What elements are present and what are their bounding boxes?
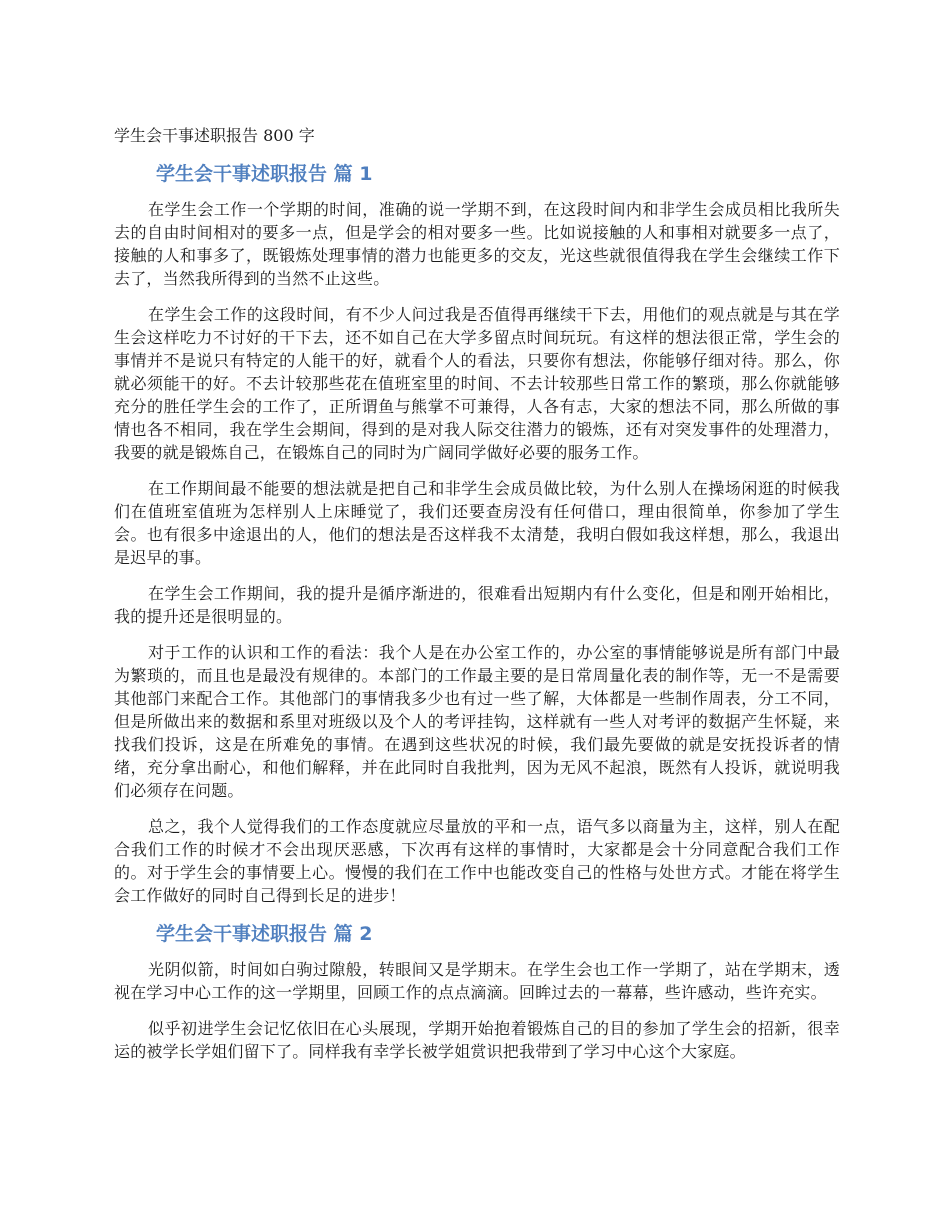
paragraph: 光阴似箭，时间如白驹过隙般，转眼间又是学期末。在学生会也工作一学期了，站在学期末，透视在学习中心工作的这一学期里，回顾工作的点点滴滴。回眸过去的一幕幕，些许感动，些许充实。 [114,960,840,1002]
section-heading: 学生会干事述职报告 篇 1 [156,163,373,185]
paragraph: 在学生会工作的这段时间，有不少人问过我是否值得再继续干下去，用他们的观点就是与其在学生会这样吃力不讨好的干下去，还不如自己在大学多留点时间玩玩。有这样的想法很正常，学生会的事情并不是说只有特定的人能干的好，就看个人的看法，只要你有想法，你能够仔细对待。那么，你就必须能干的好。不去计较那些花在值班室里的时间、不去计较那些日常工作的繁琐，那么你就能够充分的胜任学生会的工作了，正所谓鱼与熊掌不可兼得，人各有志，大家的想法不同，那么所做的事情也各不相同，我在学生会期间，得到的是对我人际交往潜力的锻炼，还有对突发事件的处理潜力，我要的就是锻炼自己，在锻炼自己的同时为广阔同学做好必要的服务工作。 [114,305,840,462]
document-page [114,124,840,1076]
section-1 [114,160,840,907]
document-title: 学生会干事述职报告 800 字 [114,126,315,145]
section-heading: 学生会干事述职报告 篇 2 [156,923,373,945]
paragraph: 总之，我个人觉得我们的工作态度就应尽量放的平和一点，语气多以商量为主，这样，别人在配合我们工作的时候才不会出现厌恶感，下次再有这样的事情时，大家都是会十分同意配合我们工作的。对于学生会的事情要上心。慢慢的我们在工作中也能改变自己的性格与处世方式。才能在将学生会工作做好的同时自己得到长足的进步！ [114,817,840,905]
paragraph: 对于工作的认识和工作的看法：我个人是在办公室工作的，办公室的事情能够说是所有部门中最为繁琐的，而且也是最没有规律的。本部门的工作最主要的是日常周量化表的制作等，无一不是需要其他部门来配合工作。其他部门的事情我多少也有过一些了解，大体都是一些制作周表，分工不同，但是所做出来的数据和系里对班级以及个人的考评挂钩，这样就有一些人对考评的数据产生怀疑，来找我们投诉，这是在所难免的事情。在遇到这些状况的时候，我们最先要做的就是安抚投诉者的情绪，充分拿出耐心，和他们解释，并在此同时自我批判，因为无风不起浪，既然有人投诉，就说明我们必须存在问题。 [114,643,840,800]
section-2 [114,920,840,1063]
paragraph: 在学生会工作一个学期的时间，准确的说一学期不到，在这段时间内和非学生会成员相比我所失去的自由时间相对的要多一点，但是学会的相对要多一些。比如说接触的人和事相对就要多一点了，接触的人和事多了，既锻炼处理事情的潜力也能更多的交友，光这些就很值得我在学生会继续工作下去了，当然我所得到的当然不止这些。 [114,200,840,288]
paragraph: 在学生会工作期间，我的提升是循序渐进的，很难看出短期内有什么变化，但是和刚开始相比，我的提升还是很明显的。 [114,584,840,626]
paragraph: 似乎初进学生会记忆依旧在心头展现，学期开始抱着锻炼自己的目的参加了学生会的招新，很幸运的被学长学姐们留下了。同样我有幸学长被学姐赏识把我带到了学习中心这个大家庭。 [114,1019,840,1061]
paragraph: 在工作期间最不能要的想法就是把自己和非学生会成员做比较，为什么别人在操场闲逛的时候我们在值班室值班为怎样别人上床睡觉了，我们还要查房没有任何借口，理由很简单，你参加了学生会。也有很多中途退出的人，他们的想法是否这样我不太清楚，我明白假如我这样想，那么，我退出是迟早的事。 [114,479,840,567]
